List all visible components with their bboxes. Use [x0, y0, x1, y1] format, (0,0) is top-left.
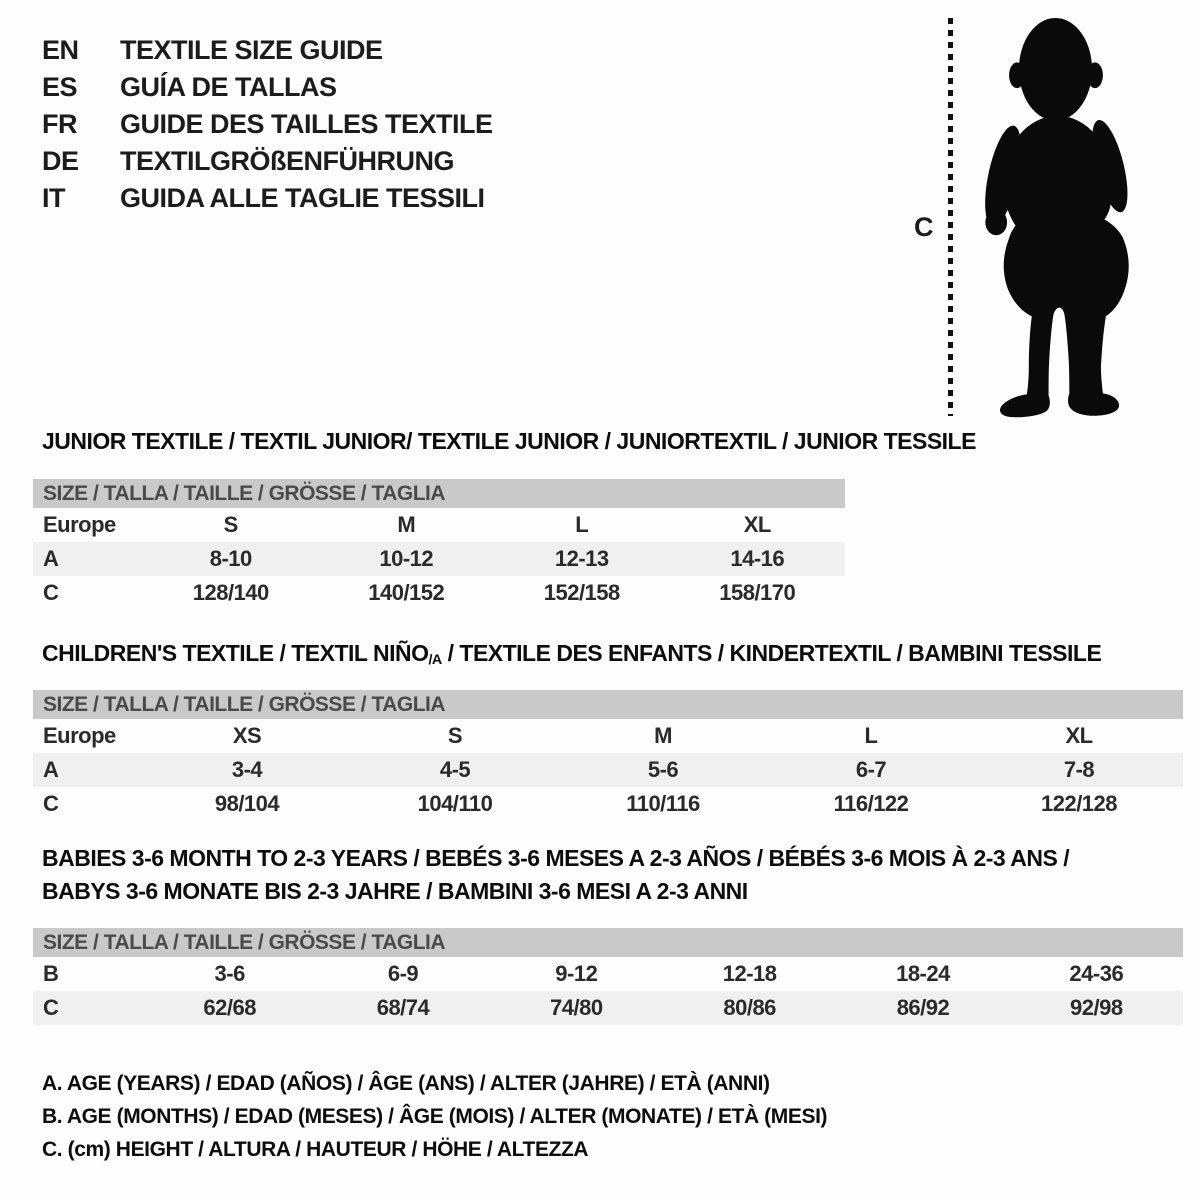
babies-section-title-line1: BABIES 3-6 MONTH TO 2-3 YEARS / BEBÉS 3-6 MESES A 2-3 AÑOS / BÉBÉS 3-6 MOIS À 2-3 ANS /	[42, 845, 1070, 871]
row-label: Europe	[43, 723, 116, 748]
legend-line-age-years: A. AGE (YEARS) / EDAD (AÑOS) / ÂGE (ANS) / ALTER (JAHRE) / ETÀ (ANNI)	[42, 1072, 770, 1095]
size-table-header: SIZE / TALLA / TAILLE / GRÖSSE / TAGLIA	[33, 690, 1183, 719]
table-cell: S	[447, 723, 463, 748]
table-cell: 140/152	[368, 580, 445, 605]
table-cell: 6-9	[387, 961, 419, 986]
table-cell: L	[575, 512, 589, 537]
table-cell: 7-8	[1063, 757, 1095, 782]
row-label: C	[43, 580, 59, 605]
babies-section-title-line2: BABYS 3-6 MONATE BIS 2-3 JAHRE / BAMBINI 3-6 MESI A 2-3 ANNI	[42, 878, 748, 904]
row-label: C	[43, 995, 59, 1020]
table-cell: 3-4	[231, 757, 263, 782]
height-measure-label: C	[914, 212, 934, 242]
height-measure-figure	[900, 0, 1200, 430]
language-row	[42, 180, 493, 217]
babies-size-table	[33, 928, 1183, 1025]
measurement-legend	[42, 1072, 827, 1171]
table-cell: M	[397, 512, 416, 537]
table-cell: 9-12	[555, 961, 598, 986]
table-cell: 12-13	[554, 546, 609, 571]
table-cell: 4-5	[439, 757, 471, 782]
language-row	[42, 106, 493, 143]
table-cell: S	[223, 512, 238, 537]
language-title-block	[42, 32, 493, 217]
row-label: A	[43, 546, 59, 571]
language-title: TEXTILE SIZE GUIDE	[120, 35, 383, 65]
table-cell: 152/158	[543, 580, 620, 605]
table-cell: 92/98	[1070, 995, 1123, 1020]
table-cell: 158/170	[719, 580, 796, 605]
table-cell: 6-7	[855, 757, 887, 782]
table-cell: 86/92	[896, 995, 950, 1020]
language-code: EN	[42, 35, 79, 65]
children-title-pre: CHILDREN'S TEXTILE / TEXTIL NIÑO	[42, 640, 429, 666]
children-section-title	[42, 640, 1101, 668]
junior-size-table	[33, 479, 845, 610]
row-label: C	[43, 791, 59, 816]
language-code: DE	[42, 146, 79, 176]
row-label: B	[43, 961, 59, 986]
table-row	[33, 957, 1183, 991]
table-cell: 74/80	[550, 995, 603, 1020]
legend-line-age-months: B. AGE (MONTHS) / EDAD (MESES) / ÂGE (MOIS) / ALTER (MONATE) / ETÀ (MESI)	[42, 1105, 828, 1128]
table-cell: 110/116	[626, 791, 700, 816]
children-title-subscript: /A	[428, 652, 442, 669]
language-code: IT	[42, 183, 65, 213]
children-size-table	[33, 690, 1183, 821]
size-table-header: SIZE / TALLA / TAILLE / GRÖSSE / TAGLIA	[33, 928, 1183, 957]
row-label: Europe	[43, 512, 116, 537]
legend-line-height: C. (cm) HEIGHT / ALTURA / HAUTEUR / HÖHE / ALTEZZA	[42, 1138, 589, 1161]
language-row	[42, 32, 493, 69]
table-cell: 122/128	[1040, 791, 1118, 816]
language-title: GUIDE DES TAILLES TEXTILE	[120, 109, 493, 139]
table-cell: XL	[1065, 723, 1093, 748]
height-dashed-line	[948, 18, 953, 416]
table-cell: L	[864, 723, 878, 748]
table-cell: 104/110	[417, 791, 493, 816]
language-code: FR	[42, 109, 77, 139]
table-cell: 98/104	[214, 791, 280, 816]
table-cell: 116/122	[833, 791, 909, 816]
table-cell: 8-10	[209, 546, 252, 571]
language-code: ES	[42, 72, 78, 102]
table-cell: 62/68	[203, 995, 256, 1020]
table-cell: XS	[232, 723, 262, 748]
table-row	[33, 542, 845, 576]
table-row	[33, 508, 845, 542]
language-title: TEXTILGRÖßENFÜHRUNG	[120, 146, 454, 176]
table-cell: 10-12	[379, 546, 434, 571]
table-cell: 128/140	[192, 580, 269, 605]
language-title: GUIDA ALLE TAGLIE TESSILI	[120, 183, 485, 213]
table-cell: M	[654, 723, 672, 748]
table-row	[33, 576, 845, 610]
language-row	[42, 69, 493, 106]
table-cell: 24-36	[1069, 961, 1124, 986]
table-cell: XL	[743, 512, 771, 537]
table-row	[33, 753, 1183, 787]
table-cell: 18-24	[896, 961, 950, 986]
table-cell: 3-6	[214, 961, 245, 986]
junior-section-title: JUNIOR TEXTILE / TEXTIL JUNIOR/ TEXTILE JUNIOR / JUNIORTEXTIL / JUNIOR TESSILE	[42, 428, 976, 454]
table-row	[33, 787, 1183, 821]
row-label: A	[43, 757, 59, 782]
toddler-silhouette-icon	[963, 13, 1146, 420]
table-cell: 14-16	[730, 546, 785, 571]
table-cell: 80/86	[723, 995, 776, 1020]
children-title-post: / TEXTILE DES ENFANTS / KINDERTEXTIL / BAMBINI TESSILE	[441, 640, 1102, 666]
table-row	[33, 719, 1183, 753]
table-cell: 12-18	[722, 961, 777, 986]
table-cell: 5-6	[647, 757, 679, 782]
table-cell: 68/74	[376, 995, 430, 1020]
size-table-header: SIZE / TALLA / TAILLE / GRÖSSE / TAGLIA	[33, 479, 845, 508]
language-title: GUÍA DE TALLAS	[120, 72, 337, 102]
language-row	[42, 143, 493, 180]
table-row	[33, 991, 1183, 1025]
